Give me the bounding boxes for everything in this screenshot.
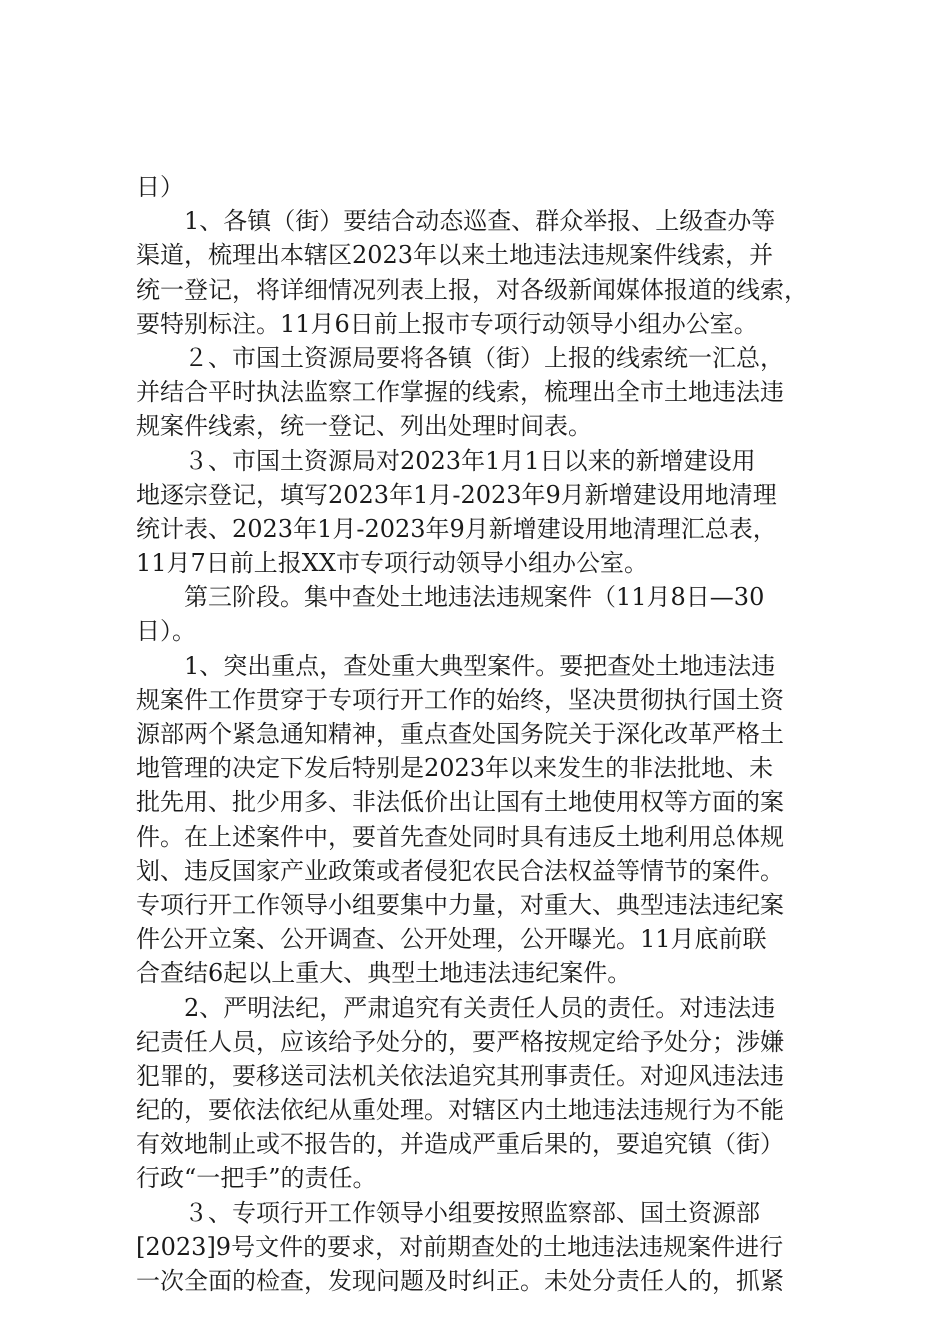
text-line: 1、各镇（街）要结合动态巡查、群众举报、上级查办等 bbox=[136, 207, 776, 236]
text-line: 1、突出重点，查处重大典型案件。要把查处土地违法违 bbox=[136, 651, 776, 680]
text-line: [2023]9号文件的要求，对前期查处的土地违法违规案件进行 bbox=[136, 1232, 784, 1261]
text-line: 划、违反国家产业政策或者侵犯农民合法权益等情节的案件。 bbox=[136, 856, 784, 885]
document-body bbox=[136, 170, 836, 1298]
text-line: 纪的，要依法依纪从重处理。对辖区内土地违法违规行为不能 bbox=[136, 1096, 784, 1125]
text-line: 件。在上述案件中，要首先查处同时具有违反土地利用总体规 bbox=[136, 822, 784, 851]
text-line: 专项行开工作领导小组要集中力量，对重大、典型违法违纪案 bbox=[136, 890, 784, 919]
text-line: 日）。 bbox=[136, 617, 196, 646]
text-line: 件公开立案、公开调查、公开处理，公开曝光。11月底前联 bbox=[136, 925, 767, 954]
text-line: 要特别标注。11月6日前上报市专项行动领导小组办公室。 bbox=[136, 309, 758, 338]
text-line: 第三阶段。集中查处土地违法违规案件（11月8日—30 bbox=[136, 583, 765, 612]
text-line: 合查结6起以上重大、典型土地违法违纪案件。 bbox=[136, 959, 632, 988]
text-line: 地管理的决定下发后特别是2023年以来发生的非法批地、未 bbox=[136, 754, 774, 783]
text-line: 并结合平时执法监察工作掌握的线索，梳理出全市土地违法违 bbox=[136, 378, 784, 407]
text-line: 渠道，梳理出本辖区2023年以来土地违法违规案件线索，并 bbox=[136, 241, 774, 270]
text-line: 犯罪的，要移送司法机关依法追究其刑事责任。对迎风违法违 bbox=[136, 1061, 784, 1090]
text-line: 规案件线索，统一登记、列出处理时间表。 bbox=[136, 412, 592, 441]
text-line: 一次全面的检查，发现问题及时纠正。未处分责任人的，抓紧 bbox=[136, 1267, 784, 1295]
text-line: 11月7日前上报XX市专项行动领导小组办公室。 bbox=[136, 549, 648, 578]
text-line: 批先用、批少用多、非法低价出让国有土地使用权等方面的案 bbox=[136, 788, 784, 817]
text-line: 2、严明法纪，严肃追究有关责任人员的责任。对违法违 bbox=[136, 993, 776, 1022]
text-line: 规案件工作贯穿于专项行开工作的始终，坚决贯彻执行国土资 bbox=[136, 685, 784, 714]
text-line: 统一登记，将详细情况列表上报，对各级新闻媒体报道的线索， bbox=[136, 275, 808, 304]
text-line: 纪责任人员，应该给予处分的，要严格按规定给予处分；涉嫌 bbox=[136, 1027, 784, 1056]
text-line: ３、市国土资源局对2023年1月1日以来的新增建设用 bbox=[136, 446, 756, 475]
text-line: 地逐宗登记，填写2023年1月-2023年9月新增建设用地清理 bbox=[136, 480, 777, 509]
text-line: ２、市国土资源局要将各镇（街）上报的线索统一汇总， bbox=[136, 343, 784, 372]
text-line: 源部两个紧急通知精神，重点查处国务院关于深化改革严格土 bbox=[136, 720, 784, 748]
text-line: 行政“一把手”的责任。 bbox=[136, 1164, 377, 1193]
text-line: 日） bbox=[136, 173, 184, 201]
text-line: 统计表、2023年1月-2023年9月新增建设用地清理汇总表， bbox=[136, 514, 777, 543]
text-line: 有效地制止或不报告的，并造成严重后果的，要追究镇（街） bbox=[136, 1130, 784, 1159]
text-line: ３、专项行开工作领导小组要按照监察部、国土资源部 bbox=[136, 1198, 760, 1227]
